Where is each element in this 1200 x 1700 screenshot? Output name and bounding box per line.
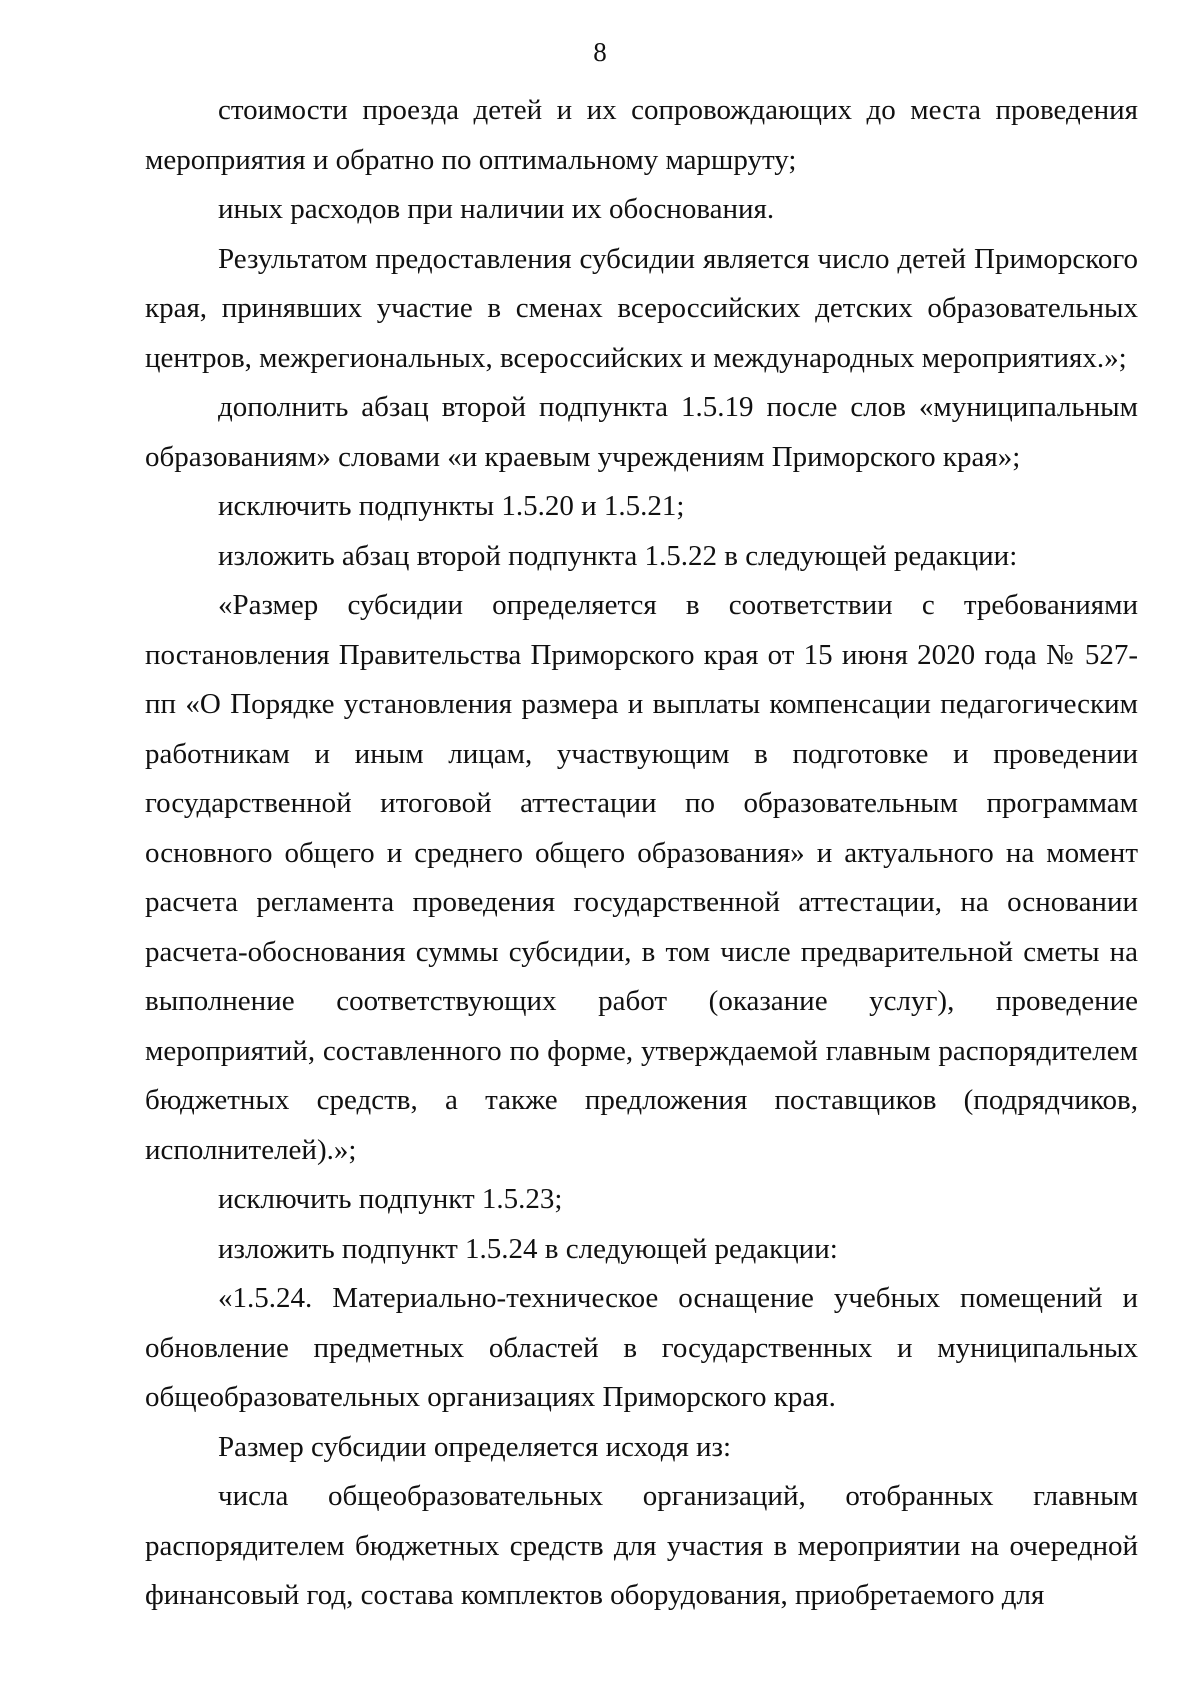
- paragraph-12: числа общеобразовательных организаций, отобранных главным распорядителем бюджетных средств для участия в мероприятии на очередной финансовый год, состава комплектов оборудования, приобретаемого для: [145, 1480, 1138, 1611]
- paragraph-3: Результатом предоставления субсидии является число детей Приморского края, принявших участие в сменах всероссийских детских образовательных центров, межрегиональных, всероссийских и международных мероприятиях.»;: [145, 242, 1138, 374]
- paragraph-2: иных расходов при наличии их обоснования.: [218, 193, 775, 225]
- paragraph-1: стоимости проезда детей и их сопровождающих до места проведения мероприятия и обратно по оптимальному маршруту;: [145, 94, 1138, 176]
- paragraph-10: «1.5.24. Материально-техническое оснащение учебных помещений и обновление предметных областей в государственных и муниципальных общеобразовательных организациях Приморского края.: [145, 1282, 1138, 1413]
- paragraph-7: «Размер субсидии определяется в соответствии с требованиями постановления Правительства Приморского края от 15 июня 2020 года № 527-пп «О Порядке установления размера и выплаты компенсации педагогическим работникам и иным лицам, участвующим в подготовке и проведении государственной итоговой аттестации по образовательным программам основного общего и среднего общего образования» и актуального на момент расчета регламента проведения государственной аттестации, на основании расчета-обоснования суммы субсидии, в том числе предварительной сметы на выполнение соответствующих работ (оказание услуг), проведение мероприятий, составленного по форме, утверждаемой главным распорядителем бюджетных средств, а также предложения поставщиков (подрядчиков, исполнителей).»;: [145, 589, 1138, 1166]
- paragraph-4: дополнить абзац второй подпункта 1.5.19 после слов «муниципальным образованиям» словами «и краевым учреждениям Приморского края»;: [145, 391, 1138, 473]
- paragraph-9: изложить подпункт 1.5.24 в следующей редакции:: [218, 1232, 838, 1265]
- page-number: 8: [593, 37, 607, 67]
- document-body: [145, 86, 1138, 1621]
- paragraph-11: Размер субсидии определяется исходя из:: [218, 1430, 732, 1463]
- paragraph-6: изложить абзац второй подпункта 1.5.22 в следующей редакции:: [218, 539, 1018, 572]
- paragraph-5: исключить подпункты 1.5.20 и 1.5.21;: [218, 490, 685, 522]
- paragraph-8: исключить подпункт 1.5.23;: [218, 1183, 563, 1215]
